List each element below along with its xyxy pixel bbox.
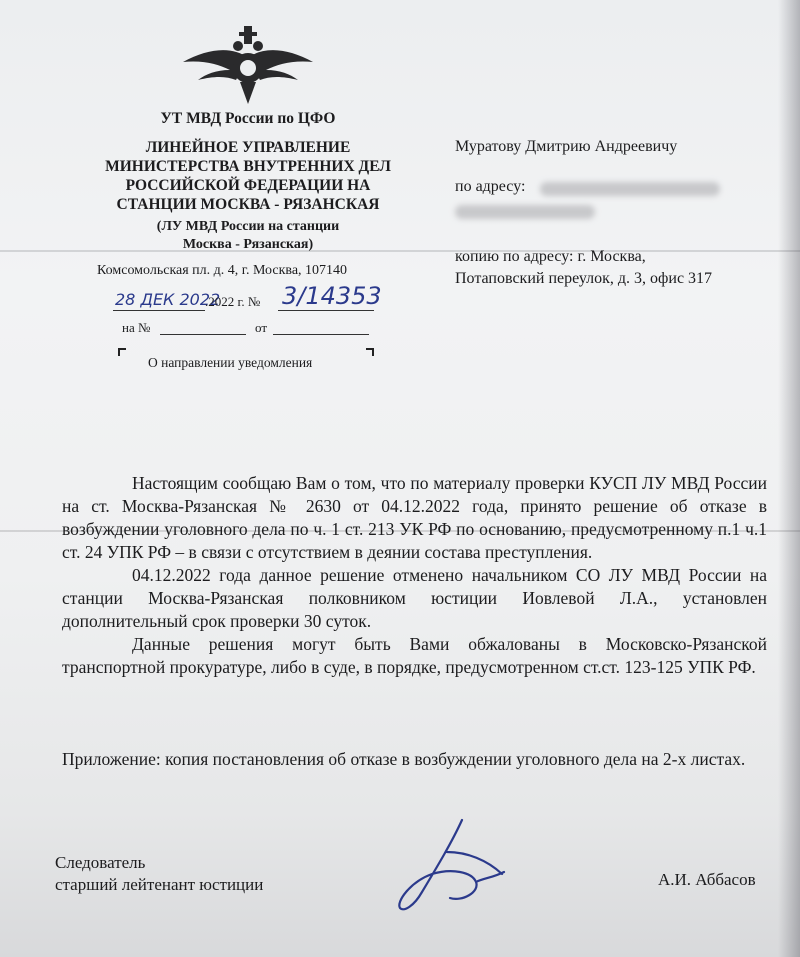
recipient-address-label: по адресу: xyxy=(455,178,526,195)
date-underline xyxy=(113,310,205,311)
ref-date-label: от xyxy=(255,320,268,335)
org-name-line: РОССИЙСКОЙ ФЕДЕРАЦИИ НА xyxy=(125,177,371,194)
ref-number-label: на № xyxy=(122,320,151,335)
org-name-line: ЛИНЕЙНОЕ УПРАВЛЕНИЕ xyxy=(145,139,351,156)
handwritten-signature xyxy=(392,812,512,922)
handwritten-date: 28 ДЕК 2022 xyxy=(115,290,221,309)
org-name-line: МИНИСТЕРСТВА ВНУТРЕННИХ ДЕЛ xyxy=(105,158,391,175)
sender-unit: УТ МВД России по ЦФО xyxy=(160,110,336,127)
attachment-note: Приложение: копия постановления об отказе в возбуждении уголовного дела на 2-х листах. xyxy=(62,749,746,769)
copy-address-line: Потаповский переулок, д. 3, офис 317 xyxy=(455,270,713,287)
ref-number-blank xyxy=(160,334,246,335)
org-name-line: СТАНЦИИ МОСКВА - РЯЗАНСКАЯ xyxy=(116,196,380,213)
body-paragraph: Данные решения могут быть Вами обжалованы в Московско-Рязанской транспортной прокуратуре, либо в суде, в порядке, предусмотренном ст.ст. 123-125 УПК РФ. xyxy=(62,634,767,677)
recipient-name: Муратову Дмитрию Андреевичу xyxy=(455,138,678,155)
handwritten-number: 3/14353 xyxy=(282,282,382,310)
eagle-emblem-icon xyxy=(178,18,318,108)
body-paragraph: 04.12.2022 года данное решение отменено начальником СО ЛУ МВД России на станции Москва-Рязанская полковником юстиции Иовлевой Л.А., установлен дополнительный срок проверки 30 суток. xyxy=(62,565,767,631)
redacted-address xyxy=(540,182,720,196)
redacted-address xyxy=(455,205,595,219)
sender-address: Комсомольская пл. д. 4, г. Москва, 107140 xyxy=(97,263,348,278)
subject-bracket-left xyxy=(118,348,126,356)
org-abbr-line: Москва - Рязанская) xyxy=(182,237,314,252)
copy-address-line: копию по адресу: г. Москва, xyxy=(455,248,646,265)
org-abbr-line: (ЛУ МВД России на станции xyxy=(156,219,340,234)
signatory-title-line: Следователь xyxy=(55,853,146,872)
signatory-name: А.И. Аббасов xyxy=(658,870,756,889)
signatory-title xyxy=(55,852,263,896)
page-edge-shadow xyxy=(778,0,800,957)
subject-line: О направлении уведомления xyxy=(148,355,313,370)
number-underline xyxy=(278,310,374,311)
date-suffix: .2022 г. № xyxy=(205,294,261,309)
letter-body xyxy=(62,472,767,679)
body-paragraph: Настоящим сообщаю Вам о том, что по материалу проверки КУСП ЛУ МВД России на ст. Москва-Рязанская № 2630 от 04.12.2022 года, принято решение об отказе в возбуждении уголовного дела по ч. 1 ст. 213 УК РФ по основанию, предусмотренному п.1 ч.1 ст. 24 УПК РФ – в связи с отсутствием в деянии состава преступления. xyxy=(62,473,767,562)
subject-bracket-right xyxy=(366,348,374,356)
ref-date-blank xyxy=(273,334,369,335)
signatory-title-line: старший лейтенант юстиции xyxy=(55,875,264,894)
